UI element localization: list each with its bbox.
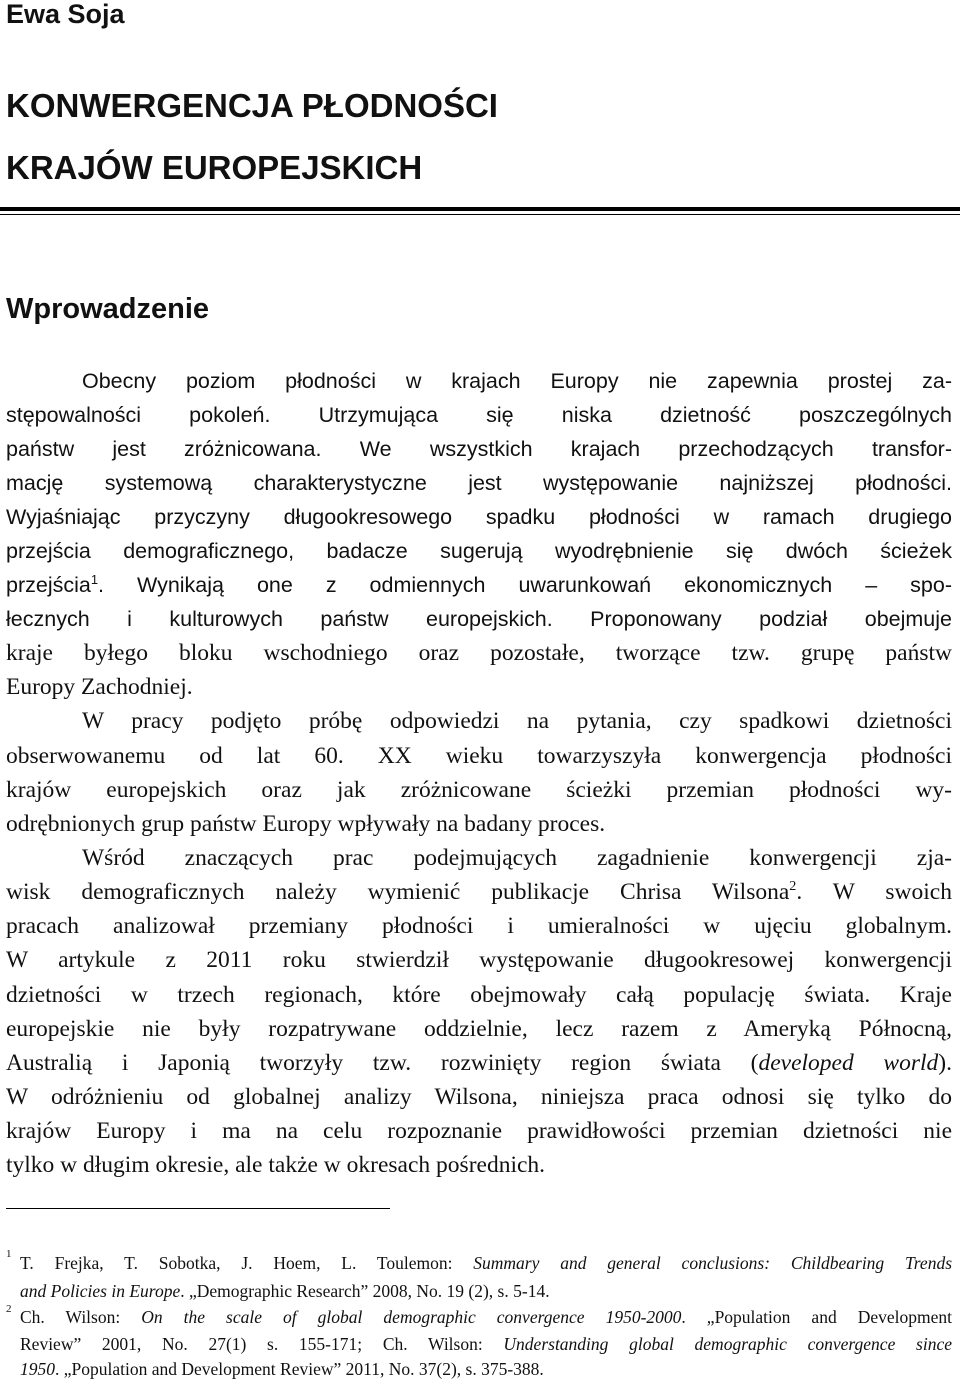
paragraph-line: Wśród znaczących prac podejmujących zagadnienie konwergencji zja-	[82, 845, 952, 871]
paragraph-line: Obecny poziom płodności w krajach Europy nie zapewnia prostej za-	[82, 369, 952, 393]
footnote-line	[20, 1357, 952, 1381]
paragraph-text: . W swoich	[796, 879, 952, 905]
paragraph-line: europejskie nie były rozpatrywane oddzielnie, lecz razem z Ameryką Północną,	[6, 1016, 952, 1042]
title-rule-thin	[0, 214, 960, 215]
paragraph-line: W artykule z 2011 roku stwierdził występowanie długookresowej konwergencji	[6, 947, 952, 973]
paragraph-line: stępowalności pokoleń. Utrzymująca się niska dzietność poszczególnych	[6, 403, 952, 427]
paragraph-text: Australią i Japonią tworzyły tzw. rozwinięty region świata (	[6, 1050, 759, 1076]
footnote-title: Understanding global demographic convergence since	[503, 1334, 952, 1354]
paragraph-line: dzietności w trzech regionach, które obejmowały całą populację świata. Kraje	[6, 982, 952, 1008]
footnote-line	[20, 1332, 952, 1356]
title-rule-thick	[0, 207, 960, 211]
article-title-line-2: KRAJÓW EUROPEJSKICH	[6, 149, 423, 186]
paragraph-line: mację systemową charakterystyczne jest występowanie najniższej płodności.	[6, 471, 952, 495]
paragraph-line: krajów europejskich oraz jak zróżnicowane ścieżki przemian płodności wy-	[6, 777, 952, 803]
paragraph-line	[6, 877, 952, 907]
paragraph-line: kraje byłego bloku wschodniego oraz pozostałe, tworzące tzw. grupę państw	[6, 640, 952, 666]
footnote-number: 2	[6, 1303, 12, 1315]
paragraph-text: przejścia	[6, 573, 91, 597]
paragraph-line: odrębnionych grup państw Europy wpływały na badany proces.	[6, 811, 606, 837]
paragraph-text: ).	[938, 1050, 952, 1076]
paragraph-line: obserwowanemu od lat 60. XX wieku towarzyszyła konwergencja płodności	[6, 743, 952, 769]
footnote-text: . „Population and Development Review” 2011, No. 37(2), s. 375-388.	[55, 1359, 544, 1379]
footnote-title: 1950	[20, 1359, 55, 1379]
author-name: Ewa Soja	[6, 0, 125, 29]
paragraph-line	[6, 1048, 952, 1078]
footnote-text: T. Frejka, T. Sobotka, J. Hoem, L. Toulemon:	[20, 1253, 474, 1273]
paragraph-line: W odróżnieniu od globalnej analizy Wilsona, niniejsza praca odnosi się tylko do	[6, 1084, 952, 1110]
paragraph-line: państw jest zróżnicowana. We wszystkich krajach przechodzących transfor-	[6, 437, 952, 461]
paragraph-text: . Wynikają one z odmiennych uwarunkowań ekonomicznych – spo-	[98, 573, 952, 597]
footnote-text: Ch. Wilson:	[20, 1307, 142, 1327]
footnote-text: Review” 2001, No. 27(1) s. 155-171; Ch. Wilson:	[20, 1334, 504, 1354]
footnote-line	[20, 1279, 952, 1303]
footnote-text: . „Demographic Research” 2008, No. 19 (2), s. 5-14.	[180, 1281, 550, 1301]
paragraph-text: wisk demograficznych należy wymienić publikacje Chrisa Wilsona	[6, 879, 790, 905]
paragraph-line: krajów Europy i ma na celu rozpoznanie prawidłowości przemian dzietności nie	[6, 1118, 952, 1144]
footnote-separator	[6, 1208, 390, 1209]
paragraph-line	[6, 570, 952, 600]
paragraph-line: Europy Zachodniej.	[6, 674, 193, 700]
footnote-line	[20, 1251, 952, 1275]
footnote-line	[20, 1305, 952, 1329]
section-heading: Wprowadzenie	[6, 293, 210, 325]
paragraph-line: Wyjaśniając przyczyny długookresowego spadku płodności w ramach drugiego	[6, 505, 952, 529]
paragraph-line: W pracy podjęto próbę odpowiedzi na pytania, czy spadkowi dzietności	[82, 708, 952, 734]
paragraph-line: łecznych i kulturowych państw europejskich. Proponowany podział obejmuje	[6, 607, 952, 631]
footnote-ref-2: 2	[789, 878, 797, 895]
article-title-line-1: KONWERGENCJA PŁODNOŚCI	[6, 87, 498, 124]
footnote-title: Summary and general conclusions: Childbearing Trends	[473, 1253, 953, 1273]
footnote-ref-1: 1	[90, 571, 99, 587]
footnote-number: 1	[6, 1248, 12, 1260]
italic-term: developed world	[758, 1050, 939, 1076]
footnote-title: On the scale of global demographic convergence 1950-2000	[141, 1307, 682, 1327]
footnote-title: and Policies in Europe	[20, 1281, 181, 1301]
footnote-text: . „Population and Development	[681, 1307, 952, 1327]
paragraph-line: tylko w długim okresie, ale także w okresach pośrednich.	[6, 1152, 546, 1178]
paragraph-line: przejścia demograficznego, badacze sugerują wyodrębnienie się dwóch ścieżek	[6, 539, 952, 563]
paragraph-line: pracach analizował przemiany płodności i umieralności w ujęciu globalnym.	[6, 913, 952, 939]
